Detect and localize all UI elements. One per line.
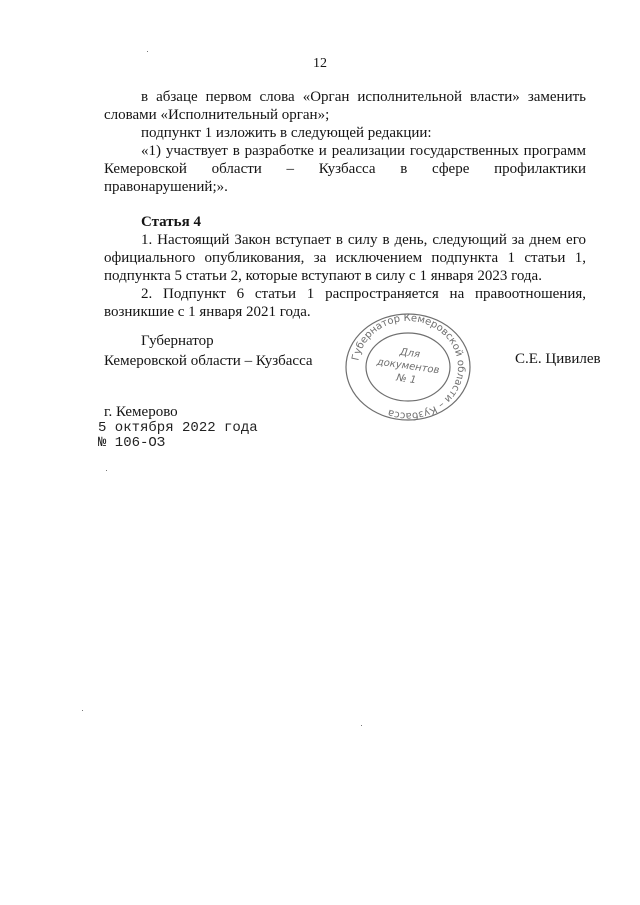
registration-number: № 106-ОЗ [98, 435, 166, 451]
signatory-name: С.Е. Цивилев [515, 351, 601, 367]
article-clause-2: 2. Подпункт 6 статьи 1 распространяется на правоотношения, возникшие с 1 января 2021 года. [104, 286, 586, 320]
amendment-paragraph-2: подпункт 1 изложить в следующей редакции: [141, 125, 432, 141]
official-stamp [343, 312, 473, 422]
document-body [104, 88, 586, 321]
registration-block [98, 421, 258, 451]
stamp-outer-text: Губернатор Кемеровской области – Кузбасса [350, 312, 467, 422]
scan-speck [106, 470, 107, 471]
article-clause-1: 1. Настоящий Закон вступает в силу в день, следующий за днем его официального опубликования, за исключением подпункта 1 статьи 1, подпункта 5 статьи 2, которые вступают в силу с 1 января 2023 года. [104, 232, 586, 284]
amendment-paragraph-1: в абзаце первом слова «Орган исполнительной власти» заменить словами «Исполнительный орган»; [104, 89, 586, 123]
stamp-line-3: № 1 [395, 372, 417, 387]
signatory-title [104, 331, 313, 371]
stamp-line-2: документов [376, 356, 441, 377]
scan-speck [147, 51, 148, 52]
stamp-line-1: Для [399, 346, 421, 361]
scan-speck [361, 725, 362, 726]
registration-date: 5 октября 2022 года [98, 420, 258, 436]
page-number: 12 [313, 56, 327, 71]
signing-place: г. Кемерово [104, 404, 178, 420]
signatory-title-line-1: Губернатор [141, 333, 214, 349]
signatory-title-line-2: Кемеровской области – Кузбасса [104, 353, 313, 369]
scan-speck [82, 710, 83, 711]
article-heading: Статья 4 [141, 214, 201, 230]
amendment-paragraph-3: «1) участвует в разработке и реализации государственных программ Кемеровской области – Кузбасса в сфере профилактики правонарушений;». [104, 143, 586, 195]
